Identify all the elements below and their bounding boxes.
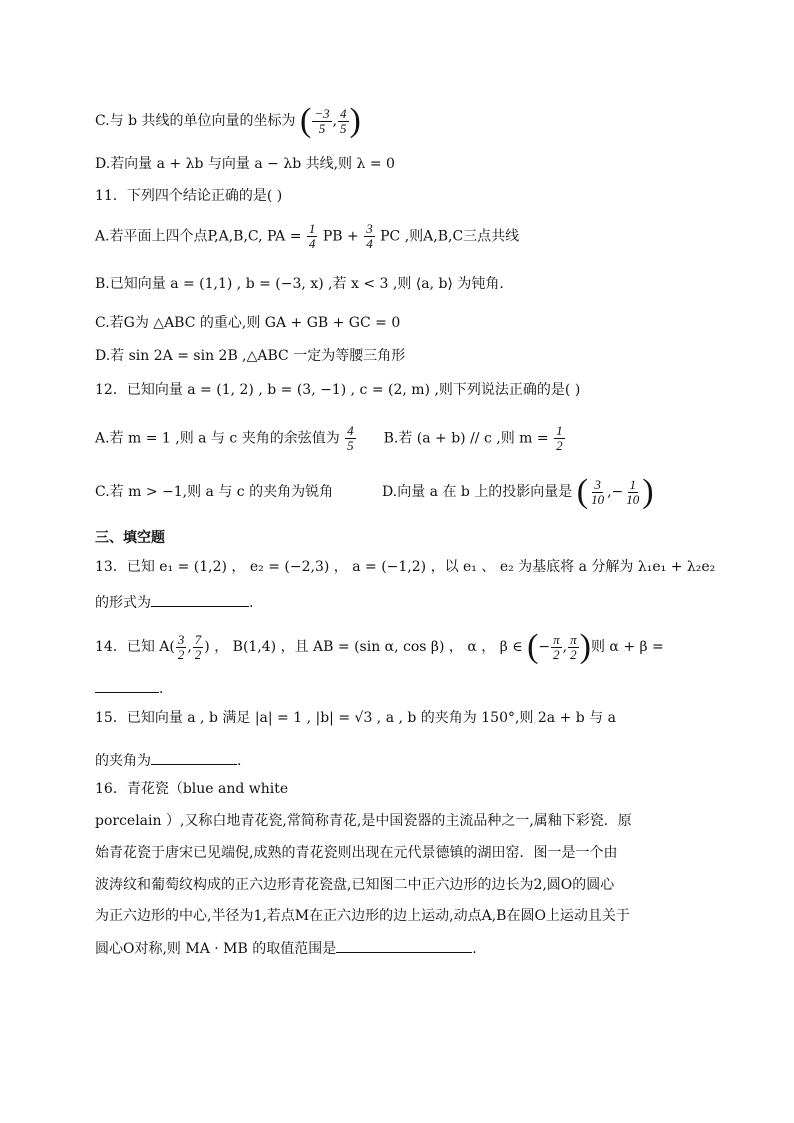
- option-text: PB +: [322, 228, 359, 245]
- section-heading: 三、填空题: [95, 530, 165, 546]
- denominator: 5: [340, 120, 347, 136]
- fraction: [176, 633, 187, 662]
- question-text: 的形式为: [95, 595, 151, 611]
- question-text: ) ， B(1,4) ，且 AB = (sin α, cos β) ， α ， β ∈: [204, 639, 523, 655]
- option-10d: D.若向量 a + λb 与向量 a − λb 共线,则 λ = 0: [95, 156, 395, 172]
- question-text: 则 α + β =: [590, 639, 664, 655]
- answer-blank[interactable]: [151, 592, 249, 607]
- comma: ,: [332, 113, 338, 129]
- denominator: 10: [626, 491, 640, 507]
- denominator: 5: [318, 120, 326, 136]
- option-text: D.向量 a 在 b 上的投影向量是: [382, 484, 573, 500]
- denominator: 2: [553, 646, 560, 662]
- answer-blank[interactable]: [336, 938, 472, 953]
- question-text: 14．已知 A(: [95, 639, 175, 655]
- question-15: 15．已知向量 a , b 满足 |a| = 1 , |b| = √3 , a , b 的夹角为 150°,则 2a + b 与 a: [95, 710, 616, 726]
- numerator: −3: [314, 105, 330, 121]
- numerator: 3: [177, 631, 185, 647]
- option-11a: [95, 222, 519, 251]
- fraction: [338, 107, 349, 136]
- question-11: 11．下列四个结论正确的是( ): [95, 188, 283, 204]
- option-text: C.与 b 共线的单位向量的坐标为: [95, 113, 296, 129]
- minus-sign: −: [611, 484, 624, 500]
- paren-right: ): [349, 102, 361, 139]
- numerator: 7: [194, 631, 202, 647]
- paren-right: ): [579, 628, 591, 665]
- paren-right: ): [642, 473, 654, 510]
- numerator: 1: [629, 476, 637, 492]
- fraction: [589, 478, 606, 507]
- denominator: 10: [591, 491, 605, 507]
- question-14-blank: [95, 678, 163, 699]
- numerator: 3: [594, 476, 601, 492]
- fraction: [624, 478, 641, 507]
- period: .: [472, 941, 477, 957]
- question-16-line3: 始青花瓷于唐宋已见端倪,成熟的青花瓷则出现在元代景德镇的湖田窑．图一是一个由: [95, 845, 618, 861]
- comma: ,: [607, 484, 612, 500]
- paren-left: (: [576, 473, 589, 510]
- fraction: [554, 424, 565, 453]
- fraction: [307, 222, 318, 251]
- minus-sign: −: [538, 639, 551, 655]
- comma: ,: [187, 639, 192, 655]
- option-10c: [95, 102, 361, 139]
- numerator: 4: [340, 105, 347, 121]
- question-text: 圆心O对称,则 MA · MB 的取值范围是: [95, 941, 337, 957]
- numerator: 1: [556, 423, 563, 438]
- numerator: 4: [347, 423, 354, 438]
- question-13-cont: [95, 592, 253, 613]
- option-text: A.若 m = 1 ,则 a 与 c 夹角的余弦值为: [95, 430, 340, 447]
- question-16-line5: 为正六边形的中心,半径为1,若点M在正六边形的边上运动,动点A,B在圆O上运动且关于: [95, 908, 630, 924]
- numerator: π: [570, 631, 577, 647]
- option-12ab: [95, 424, 566, 453]
- question-14: [95, 628, 664, 665]
- option-text: B.若 (a + b) // c ,则 m =: [383, 430, 549, 447]
- option-12cd: [95, 473, 654, 510]
- denominator: 2: [177, 646, 185, 662]
- fraction: [568, 633, 579, 662]
- option-text: A.若平面上四个点P,A,B,C, PA =: [95, 228, 302, 245]
- paren-left: (: [299, 102, 312, 139]
- denominator: 4: [366, 236, 373, 251]
- numerator: π: [553, 631, 560, 647]
- question-16-line6: [95, 938, 477, 959]
- fraction: [364, 222, 375, 251]
- denominator: 2: [194, 646, 202, 662]
- question-16-line4: 波涛纹和葡萄纹构成的正六边形青花瓷盘,已知图二中正六边形的边长为2,圆O的圆心: [95, 877, 615, 893]
- period: .: [159, 681, 164, 697]
- period: .: [237, 753, 242, 769]
- numerator: 3: [366, 221, 373, 236]
- option-11d: D.若 sin 2A = sin 2B ,△ABC 一定为等腰三角形: [95, 348, 406, 364]
- answer-blank[interactable]: [151, 750, 237, 765]
- fraction: [193, 633, 204, 662]
- option-11c: C.若G为 △ABC 的重心,则 GA + GB + GC = 0: [95, 315, 401, 331]
- question-16-line1: 16．青花瓷（blue and white: [95, 781, 289, 797]
- fraction: [312, 107, 331, 136]
- option-text: PC ,则A,B,C三点共线: [380, 228, 520, 245]
- option-text: C.若 m > −1,则 a 与 c 的夹角为锐角: [95, 484, 334, 500]
- question-12: 12．已知向量 a = (1, 2) , b = (3, −1) , c = (2, m) ,则下列说法正确的是( ): [95, 382, 581, 398]
- fraction: [345, 424, 356, 453]
- question-15-cont: [95, 750, 241, 771]
- denominator: 2: [556, 438, 563, 453]
- denominator: 2: [570, 646, 577, 662]
- denominator: 5: [347, 438, 354, 453]
- paren-left: (: [527, 628, 539, 665]
- denominator: 4: [308, 236, 316, 251]
- question-text: 的夹角为: [95, 753, 151, 769]
- answer-blank[interactable]: [95, 678, 159, 693]
- period: .: [249, 595, 254, 611]
- question-13: 13．已知 e₁ = (1,2) ， e₂ = (−2,3) ， a = (−1,2) ，以 e₁ 、 e₂ 为基底将 a 分解为 λ₁e₁ + λ₂e₂: [95, 559, 716, 575]
- fraction: [551, 633, 562, 662]
- comma: ,: [562, 639, 568, 655]
- question-16-line2: porcelain ）,又称白地青花瓷,常简称青花,是中国瓷器的主流品种之一,属釉下彩瓷．原: [95, 813, 632, 829]
- option-11b: B.已知向量 a = (1,1) , b = (−3, x) ,若 x < 3 ,则 ⟨a, b⟩ 为钝角.: [95, 276, 504, 292]
- numerator: 1: [308, 221, 316, 236]
